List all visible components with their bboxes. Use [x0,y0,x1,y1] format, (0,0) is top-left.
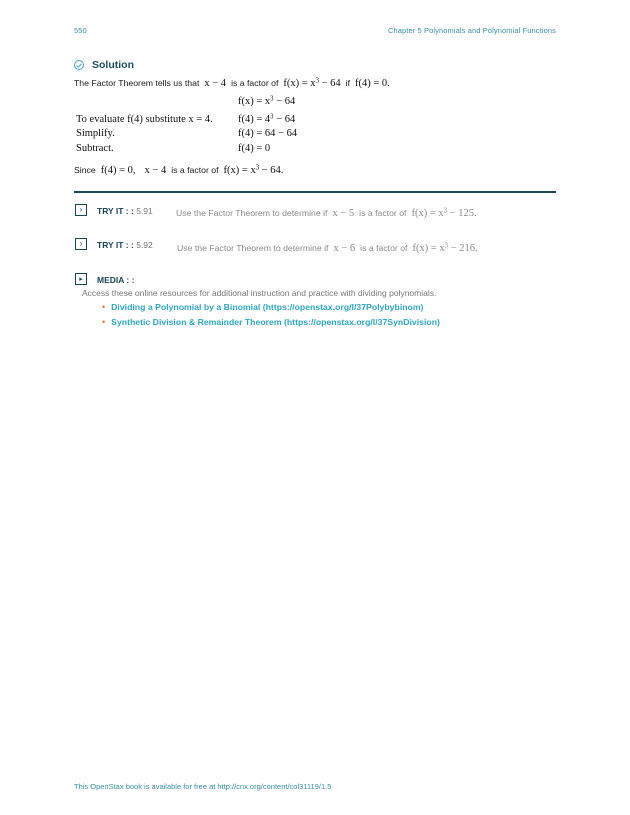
media-link[interactable]: Dividing a Polynomial by a Binomial (https://openstax.org/l/37Polybybinom) [111,302,424,312]
chevron-right-icon[interactable]: › [75,238,87,250]
solution-title: Solution [92,59,134,71]
media-link-item [102,317,440,327]
intro-text-a: The Factor Theorem tells us that [74,78,200,88]
step-1-math: $f(4) = 4^3 - 64$ [238,113,296,125]
bullet-icon: • [102,302,106,312]
step-3-math: f(4) = 0 [238,143,271,154]
media-link[interactable]: Synthetic Division & Remainder Theorem (https://openstax.org/l/37SynDivision) [111,317,440,327]
try-it-label: TRY IT : : 5.91 [97,206,153,216]
solution-conclusion [74,165,283,176]
media-intro: Access these online resources for additional instruction and practice with dividing polynomials. [82,288,437,298]
intro-condition: f(4) = 0. [354,78,390,89]
chevron-right-icon[interactable]: › [75,204,87,216]
media-label: MEDIA : : [97,275,135,285]
try-it-function: $f(x) = x^3 - 216$. [412,242,478,254]
media-link-item [102,302,423,312]
footer-text: This OpenStax book is available for free at http://cnx.org/content/col31119/1.5 [74,782,332,791]
conclusion-since: Since [74,165,96,175]
check-circle-icon [74,60,84,70]
bullet-icon: • [102,317,106,327]
try-it-label: TRY IT : : 5.92 [97,240,153,250]
conclusion-function: $f(x) = x^3 - 64$. [223,164,284,176]
conclusion-factor: x − 4 [144,165,167,176]
try-it-prompt: Use the Factor Theorem to determine if x − 6 is a factor of $f(x) = x^3 - 216$. [177,242,478,254]
step-0-math: $f(x) = x^3 - 64$ [238,95,296,107]
try-it-factor: x − 6 [333,243,356,254]
step-1-label: To evaluate f(4) substitute x = 4. [76,114,213,125]
try-it-factor: x − 5 [332,208,355,219]
intro-text-b: is a factor of [231,78,279,88]
try-it-function: $f(x) = x^3 - 125$. [411,207,477,219]
step-2-label: Simplify. [76,128,115,139]
try-it-prompt: Use the Factor Theorem to determine if x − 5 is a factor of $f(x) = x^3 - 125$. [176,207,477,219]
page-number: 550 [74,26,87,35]
intro-if: if [345,78,350,88]
conclusion-condition: f(4) = 0, [100,165,136,176]
section-divider [74,191,556,193]
step-2-math: f(4) = 64 − 64 [238,128,298,139]
solution-intro [74,78,390,89]
intro-function: $f(x) = x^3 - 64$ [283,77,341,89]
chapter-title: Chapter 5 Polynomials and Polynomial Functions [387,26,556,35]
play-icon[interactable]: ▸ [75,273,87,285]
intro-factor: x − 4 [204,78,227,89]
conclusion-text: is a factor of [171,165,219,175]
step-3-label: Subtract. [76,143,114,154]
